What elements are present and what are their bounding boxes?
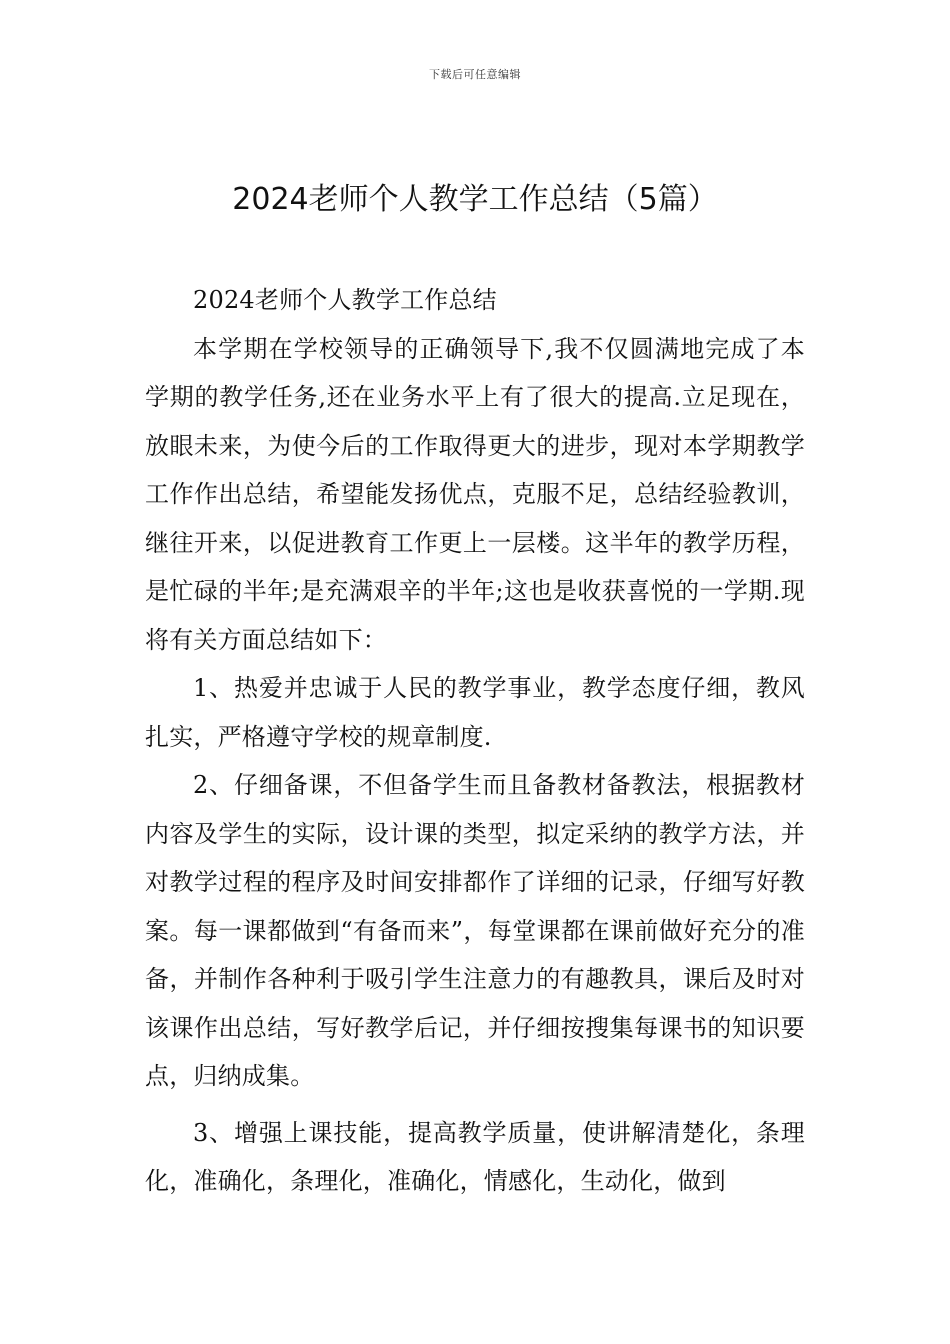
paragraph-item-3: 3、增强上课技能，提高教学质量，使讲解清楚化，条理化，准确化，条理化，准确化，情感化，生动化，做到 (145, 1118, 805, 1195)
document-title: 2024老师个人教学工作总结（5篇） (232, 182, 718, 217)
document-body (145, 276, 805, 1206)
paragraph-intro: 本学期在学校领导的正确领导下,我不仅圆满地完成了本学期的教学任务,还在业务水平上有了很大的提高.立足现在，放眼未来，为使今后的工作取得更大的进步，现对本学期教学工作作出总结，希望能发扬优点，克服不足，总结经验教训，继往开来，以促进教育工作更上一层楼。这半年的教学历程，是忙碌的半年;是充满艰辛的半年;这也是收获喜悦的一学期.现将有关方面总结如下： (145, 334, 805, 654)
section-subtitle: 2024老师个人教学工作总结 (193, 286, 497, 314)
header-note: 下载后可任意编辑 (429, 68, 521, 81)
paragraph-item-2: 2、仔细备课，不但备学生而且备教材备教法，根据教材 内容及学生的实际，设计课的类型，拟定采纳的教学方法，并对教学过程的程序及时间安排都作了详细的记录，仔细写好教案。每一课都做到“有备而来”，每堂课都在课前做好充分的准备，并制作各种利于吸引学生注意力的有趣教具，课后及时对该课作出总结，写好教学后记，并仔细按搜集每课书的知识要点，归纳成集。 (145, 771, 805, 1090)
paragraph-item-1: 1、热爱并忠诚于人民的教学事业，教学态度仔细，教风扎实，严格遵守学校的规章制度. (145, 674, 805, 751)
